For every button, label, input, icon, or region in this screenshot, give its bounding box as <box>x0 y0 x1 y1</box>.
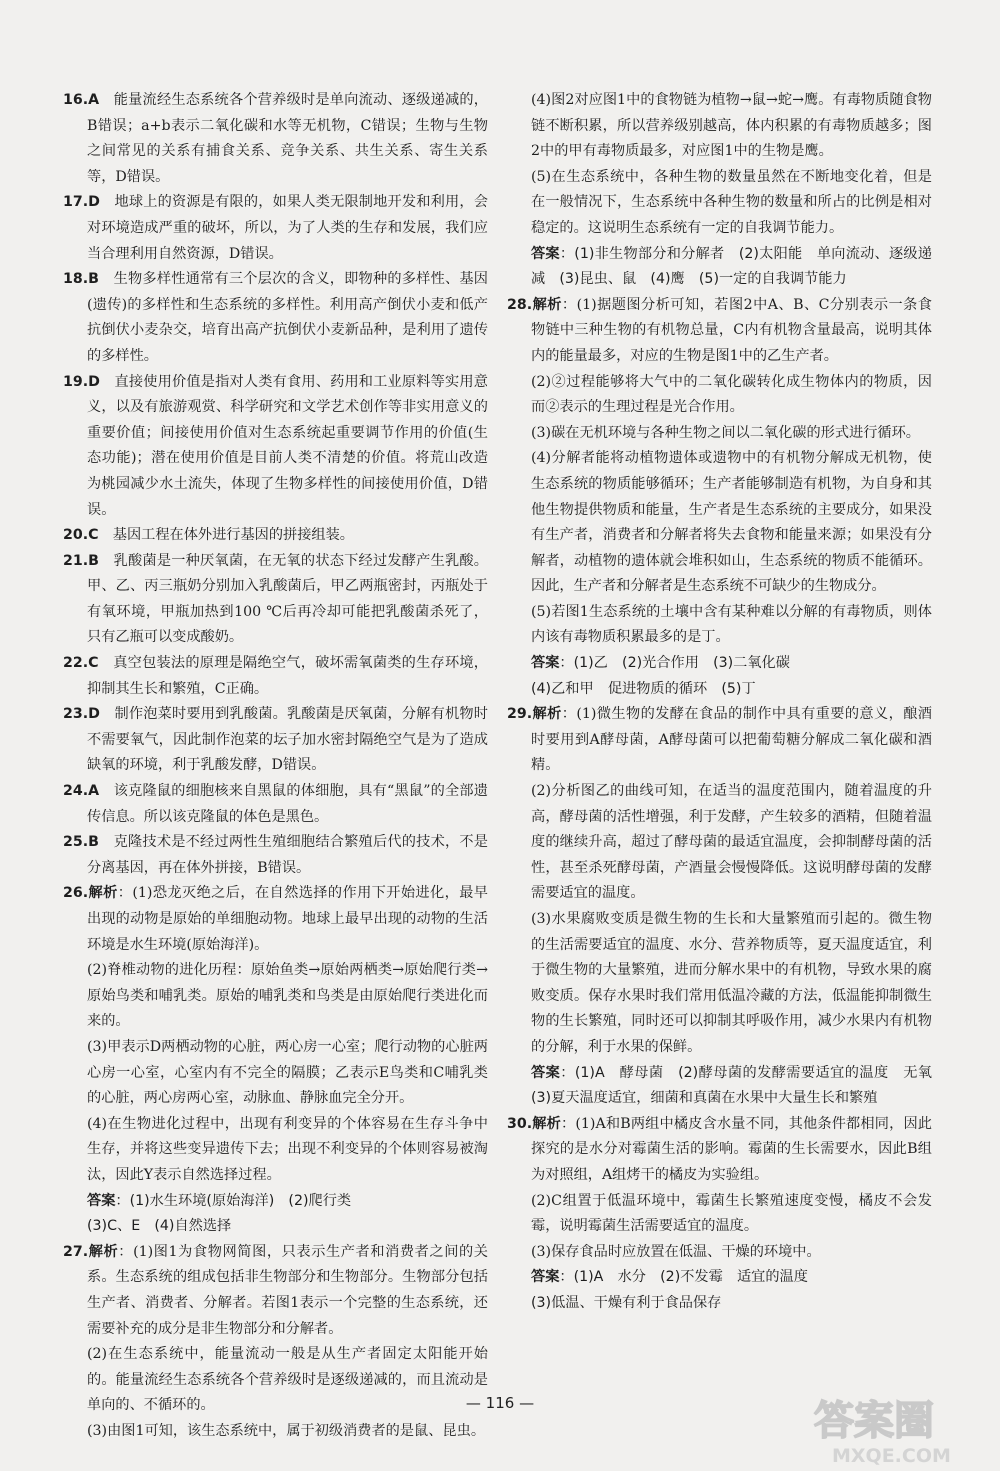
paragraph-text: (3)甲表示D两栖动物的心脏，两心房一心室；爬行动物的心脏两心房一心室，心室内有不完全的隔膜；乙表示E鸟类和C哺乳类的心脏，两心房两心室，动脉血、静脉血完全分开。 <box>87 1038 488 1107</box>
answer-letter: A <box>88 783 100 800</box>
paragraph-text: (5)若图1生态系统的土壤中含有某种难以分解的有毒物质，则体内该有毒物质积累最多的是丁。 <box>531 603 932 646</box>
analysis-text: (1)图1为食物网简图，只表示生产者和消费者之间的关系。生态系统的组成包括非生物部分和生物部分。生物部分包括生产者、消费者、分解者。若图1表示一个完整的生态系统，还需要补充的成分是非生物部分和分解者。 <box>87 1243 488 1337</box>
analysis-text: (1)A和B两组中橘皮含水量不同，其他条件都相同，因此探究的是水分对霉菌生活的影响。霉菌的生长需要水，因此B组为对照组，A组烤干的橘皮为实验组。 <box>531 1115 932 1183</box>
answer-text: ：(1)乙 (2)光合作用 (3)二氧化碳 <box>559 655 790 672</box>
answer-label: 答案 <box>87 1192 116 1209</box>
analysis-label: 解析 <box>532 706 562 723</box>
analysis-paragraph <box>507 1240 932 1266</box>
analysis-label: 解析 <box>88 1243 119 1260</box>
analysis-paragraph <box>507 1189 932 1240</box>
analysis-paragraph <box>63 958 488 1035</box>
analysis-label: 解析 <box>532 296 562 313</box>
question-number: 16. <box>63 92 89 108</box>
question-item <box>63 651 488 702</box>
page-number: — 116 — <box>465 1394 535 1412</box>
question-item <box>63 702 488 779</box>
answer-line <box>507 1265 932 1291</box>
paragraph-text: (2)脊椎动物的进化历程：原始鱼类→原始两栖类→原始爬行类→原始鸟类和哺乳类。原始的哺乳类和鸟类是由原始爬行类进化而来的。 <box>87 962 488 1030</box>
analysis-paragraph <box>63 1035 488 1112</box>
answer-line <box>63 1189 488 1215</box>
right-column <box>507 88 947 1317</box>
paragraph-text: (4)图2对应图1中的食物链为植物→鼠→蛇→鹰。有毒物质随食物链不断积累，所以营养级别越高，体内积累的有毒物质越多；图2中的甲有毒物质最多，对应图1中的生物是鹰。 <box>531 92 932 160</box>
question-item <box>63 523 488 549</box>
answer-line <box>507 651 932 677</box>
answer-letter: D <box>88 706 100 723</box>
explanation-text: 乳酸菌是一种厌氧菌，在无氧的状态下经过发酵产生乳酸。甲、乙、丙三瓶奶分别加入乳酸菌后，甲乙两瓶密封，丙瓶处于有氧环境，甲瓶加热到100 ℃后再冷却可能把乳酸菌杀死了，只有乙瓶可以变成酸奶。 <box>87 552 488 646</box>
paragraph-text: (3)水果腐败变质是微生物的生长和大量繁殖而引起的。微生物的生活需要适宜的温度、水分、营养物质等，夏天温度适宜，利于微生物的大量繁殖，进而分解水果中的有机物，导致水果的腐败变质。保存水果时我们常用低温冷藏的方法，低温能抑制微生物的生长繁殖，同时还可以抑制其呼吸作用，减少水果内有机物的分解，利于水果的保鲜。 <box>531 911 932 1055</box>
question-number: 27. <box>63 1243 89 1260</box>
question-item <box>63 370 488 524</box>
answer-line-continued <box>63 1214 488 1240</box>
question-number: 30. <box>507 1115 533 1132</box>
paragraph-text: (2)分析图乙的曲线可知，在适当的温度范围内，随着温度的升高，酵母菌的活性增强，利于发酵，产生较多的酒精，但随着温度的继续升高，超过了酵母菌的最适宜温度，会抑制酵母菌的活性，甚至杀死酵母菌，产酒量会慢慢降低。这说明酵母菌的发酵需要适宜的温度。 <box>531 783 932 902</box>
answer-text: ：(1)非生物部分和分解者 (2)太阳能 单向流动、逐级递减 (3)昆虫、鼠 (4)鹰 (5)一定的自我调节能力 <box>531 245 932 288</box>
watermark-url: MXQE.COM <box>832 1445 951 1467</box>
question-number: 19. <box>63 373 89 390</box>
analysis-paragraph <box>507 600 932 651</box>
answer-line <box>507 1061 947 1112</box>
question-number: 18. <box>63 271 89 288</box>
answer-letter: D <box>88 373 100 390</box>
question-item <box>63 190 488 267</box>
answer-text: (4)乙和甲 促进物质的循环 (5)丁 <box>531 680 756 697</box>
answer-line-continued <box>507 677 932 703</box>
answer-letter: D <box>88 194 100 211</box>
explanation-text: 能量流经生态系统各个营养级时是单向流动、逐级递减的，B错误；a+b表示二氧化碳和水等无机物，C错误；生物与生物之间常见的关系有捕食关系、竞争关系、共生关系、寄生关系等，D错误。 <box>87 92 488 185</box>
analysis-item: 28.解析：(1)据题图分析可知，若图2中A、B、C分别表示一条食物链中三种生物的有机物总量，C内有机物含量最高，说明其体内的能量最多，对应的生物是图1中的乙生产者。 <box>507 296 932 364</box>
paragraph-text: (4)分解者能将动植物遗体或遗物中的有机物分解成无机物，使生态系统的物质能够循环；生产者能够制造有机物，为自身和其他生物提供物质和能量，生产者是生态系统的主要成分，如果没有生产者，消费者和分解者将失去食物和能量来源；如果没有分解者，动植物的遗体就会堆积如山，生态系统的物质不能循环。因此，生产者和分解者是生态系统不可缺少的生物成分。 <box>531 450 932 595</box>
answer-letter: C <box>88 655 99 672</box>
question-number: 26. <box>63 885 89 902</box>
analysis-paragraph <box>507 421 932 447</box>
paragraph-text: (2)C组置于低温环境中，霉菌生长繁殖速度变慢，橘皮不会发霉，说明霉菌生活需要适宜的温度。 <box>531 1192 932 1235</box>
answer-label: 答案 <box>531 1064 561 1081</box>
answer-label: 答案 <box>531 1269 560 1286</box>
analysis-text: (1)据题图分析可知，若图2中A、B、C分别表示一条食物链中三种生物的有机物总量，C内有机物含量最高，说明其体内的能量最多，对应的生物是图1中的乙生产者。 <box>531 296 932 364</box>
answer-label: 答案 <box>531 245 560 262</box>
analysis-paragraph <box>507 907 932 1061</box>
explanation-text: 该克隆鼠的细胞核来自黑鼠的体细胞，具有“黑鼠”的全部遗传信息。所以该克隆鼠的体色是黑色。 <box>87 783 488 825</box>
analysis-text: (1)恐龙灭绝之后，在自然选择的作用下开始进化，最早出现的动物是原始的单细胞动物。地球上最早出现的动物的生活环境是水生环境(原始海洋)。 <box>87 885 488 953</box>
answer-line <box>507 242 932 293</box>
question-number: 22. <box>63 655 89 672</box>
paragraph-text: (3)碳在无机环境与各种生物之间以二氧化碳的形式进行循环。 <box>531 424 920 441</box>
analysis-paragraph <box>507 779 932 907</box>
answer-line-continued <box>507 1291 932 1317</box>
question-number: 24. <box>63 783 89 800</box>
answer-text: ：(1)A 酵母菌 (2)酵母菌的发酵需要适宜的温度 无氧 (3)夏天温度适宜，细菌和真菌在水果中大量生长和繁殖 <box>531 1064 947 1107</box>
answer-letter: B <box>88 271 99 288</box>
answer-letter: C <box>88 527 99 544</box>
analysis-paragraph <box>63 1112 488 1189</box>
answer-letter: B <box>88 552 99 569</box>
analysis-item: 30.解析：(1)A和B两组中橘皮含水量不同，其他条件都相同，因此探究的是水分对霉菌生活的影响。霉菌的生长需要水，因此B组为对照组，A组烤干的橘皮为实验组。 <box>507 1115 932 1183</box>
question-number: 17. <box>63 194 89 211</box>
analysis-item: 29.解析：(1)微生物的发酵在食品的制作中具有重要的意义，酿酒时要用到A酵母菌，A酵母菌可以把葡萄糖分解成二氧化碳和酒精。 <box>507 706 932 774</box>
explanation-text: 真空包装法的原理是隔绝空气，破坏需氧菌类的生存环境，抑制其生长和繁殖，C正确。 <box>87 655 488 697</box>
analysis-label: 解析 <box>532 1115 562 1132</box>
analysis-paragraph <box>507 446 932 600</box>
explanation-text: 制作泡菜时要用到乳酸菌。乳酸菌是厌氧菌，分解有机物时不需要氧气，因此制作泡菜的坛子加水密封隔绝空气是为了造成缺氧的环境，利于乳酸发酵，D错误。 <box>87 706 488 774</box>
analysis-paragraph <box>63 1419 488 1445</box>
question-number: 21. <box>63 552 89 569</box>
explanation-text: 地球上的资源是有限的，如果人类无限制地开发和利用，会对环境造成严重的破坏，所以，为了人类的生存和发展，我们应当合理利用自然资源，D错误。 <box>87 194 488 262</box>
analysis-label: 解析 <box>88 885 118 902</box>
question-item <box>63 88 488 190</box>
paragraph-text: (2)②过程能够将大气中的二氧化碳转化成生物体内的物质，因而②表示的生理过程是光合作用。 <box>531 373 932 416</box>
explanation-text: 直接使用价值是指对人类有食用、药用和工业原料等实用意义，以及有旅游观赏、科学研究和文学艺术创作等非实用意义的重要价值；间接使用价值对生态系统起重要调节作用的价值(生态功能)；潜在使用价值是目前人类不清楚的价值。将荒山改造为桃园减少水土流失，体现了生物多样性的间接使用价值，D错误。 <box>87 373 488 518</box>
analysis-paragraph <box>507 88 932 165</box>
question-item <box>63 549 488 651</box>
paragraph-text: (2)在生态系统中，能量流动一般是从生产者固定太阳能开始的。能量流经生态系统各个营养级时是逐级递减的，而且流动是单向的、不循环的。 <box>87 1346 488 1414</box>
question-item <box>63 267 488 369</box>
left-column <box>63 88 488 1444</box>
analysis-item: 27.解析：(1)图1为食物网简图，只表示生产者和消费者之间的关系。生态系统的组成包括非生物部分和生物部分。生物部分包括生产者、消费者、分解者。若图1表示一个完整的生态系统，还需要补充的成分是非生物部分和分解者。 <box>63 1243 488 1337</box>
answer-letter: B <box>88 834 99 851</box>
explanation-text: 克隆技术是不经过两性生殖细胞结合繁殖后代的技术，不是分离基因，再在体外拼接，B错误。 <box>87 834 488 876</box>
answer-text: ：(1)A 水分 (2)不发霉 适宜的温度 <box>559 1269 808 1286</box>
answer-text: ：(1)水生环境(原始海洋) (2)爬行类 <box>115 1192 352 1209</box>
question-item <box>63 830 488 881</box>
answer-letter: A <box>88 92 100 108</box>
answer-text: (3)低温、干燥有利于食品保存 <box>531 1294 722 1311</box>
analysis-paragraph <box>507 165 932 242</box>
analysis-item: 26.解析：(1)恐龙灭绝之后，在自然选择的作用下开始进化，最早出现的动物是原始的单细胞动物。地球上最早出现的动物的生活环境是水生环境(原始海洋)。 <box>63 885 488 953</box>
question-number: 28. <box>507 296 533 313</box>
question-number: 29. <box>507 706 533 723</box>
explanation-text: 基因工程在体外进行基因的拼接组装。 <box>112 527 354 544</box>
analysis-text: (1)微生物的发酵在食品的制作中具有重要的意义，酿酒时要用到A酵母菌，A酵母菌可以把葡萄糖分解成二氧化碳和酒精。 <box>531 706 932 774</box>
paragraph-text: (3)由图1可知，该生态系统中，属于初级消费者的是鼠、昆虫。 <box>87 1422 486 1439</box>
paragraph-text: (4)在生物进化过程中，出现有利变异的个体容易在生存斗争中生存，并将这些变异遗传下去；出现不利变异的个体则容易被淘汰，因此Y表示自然选择过程。 <box>87 1115 488 1183</box>
paragraph-text: (5)在生态系统中，各种生物的数量虽然在不断地变化着，但是在一般情况下，生态系统中各种生物的数量和所占的比例是相对稳定的。这说明生态系统有一定的自我调节能力。 <box>531 168 932 236</box>
answer-label: 答案 <box>531 655 560 672</box>
watermark-logo <box>810 1390 995 1468</box>
question-number: 25. <box>63 834 89 851</box>
watermark-main: 答案圈 <box>814 1398 934 1444</box>
question-number: 20. <box>63 527 89 544</box>
explanation-text: 生物多样性通常有三个层次的含义，即物种的多样性、基因(遗传)的多样性和生态系统的多样性。利用高产倒伏小麦和低产抗倒伏小麦杂交，培育出高产抗倒伏小麦新品种，是利用了遗传的多样性。 <box>87 271 488 364</box>
question-item <box>63 779 488 830</box>
paragraph-text: (3)保存食品时应放置在低温、干燥的环境中。 <box>531 1243 821 1260</box>
answer-text: (3)C、E (4)自然选择 <box>87 1218 232 1235</box>
analysis-paragraph <box>507 370 932 421</box>
question-number: 23. <box>63 706 89 723</box>
